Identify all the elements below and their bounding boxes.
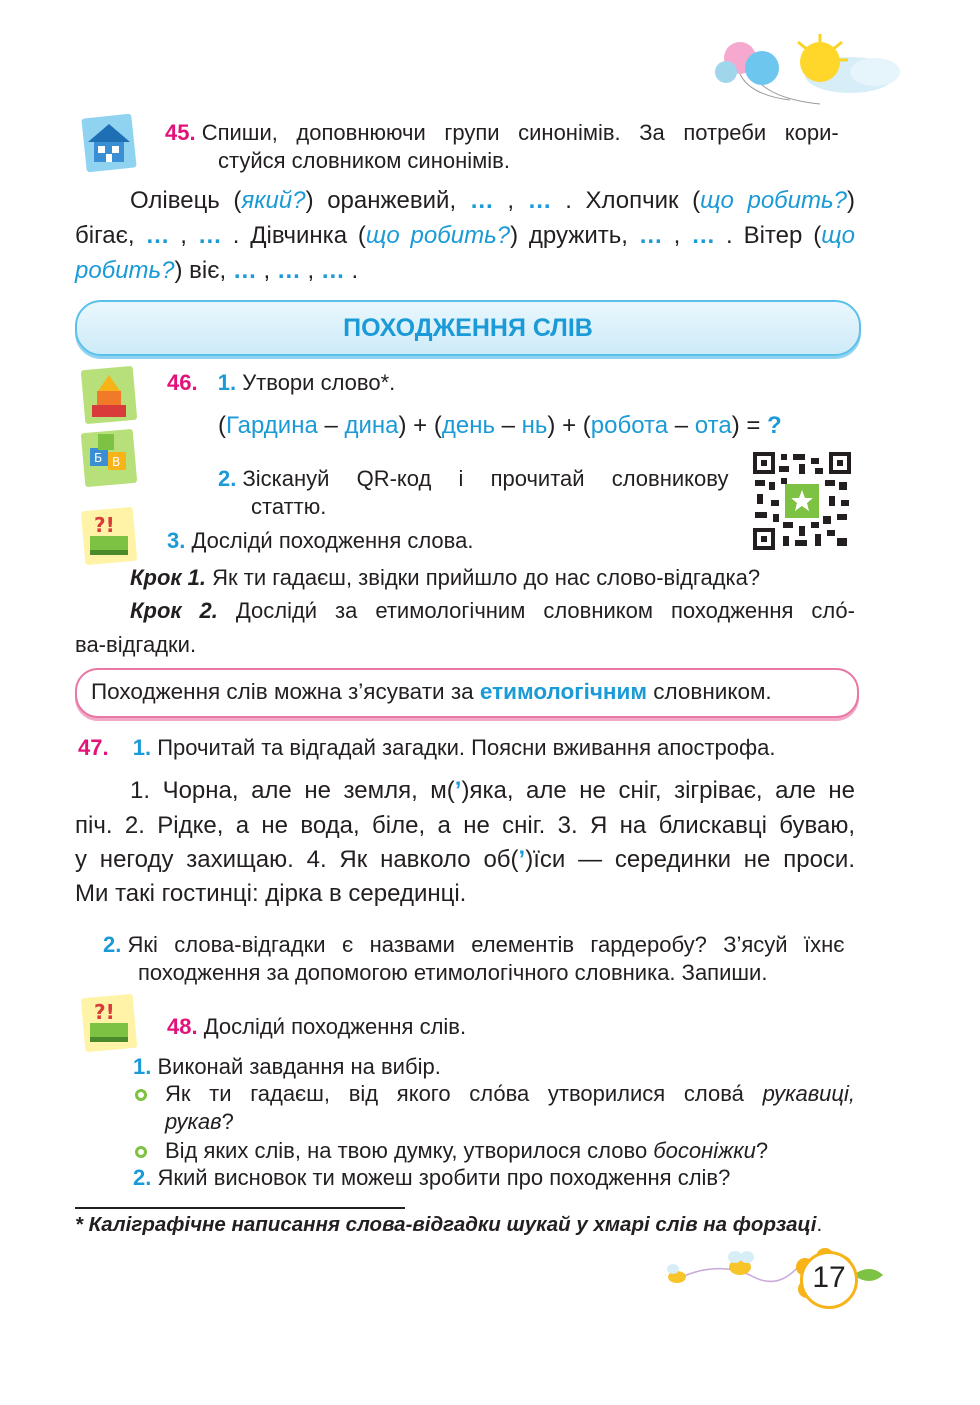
- exercise-45-instruction-text-1: Спиши, доповнюючи групи синонімів. За потреби кори-: [201, 120, 839, 145]
- svg-text:?!: ?!: [94, 513, 115, 537]
- text: Як ти гадаєш, від якого сло́ва утворилися слова́: [165, 1081, 763, 1106]
- text: .: [816, 1213, 823, 1236]
- text: . Дівчинка (: [221, 222, 366, 249]
- exercise-48-part-2: [133, 1165, 730, 1191]
- step-1: [130, 565, 760, 591]
- page-number: 17: [800, 1251, 858, 1309]
- blank-dots: …: [638, 222, 663, 249]
- exercise-47-number: 47.: [78, 735, 109, 760]
- question-book-icon: [80, 993, 138, 1053]
- bullet-2: [165, 1138, 768, 1164]
- exercise-46-part-3: [167, 528, 473, 554]
- apostrophe: ’: [518, 846, 526, 873]
- exercise-47-part-2-line-2: походження за допомогою етимологічного словника. Запиши.: [138, 960, 768, 985]
- part-text: Виконай завдання на вибір.: [157, 1054, 441, 1079]
- question-hint: що робить?: [700, 187, 847, 214]
- text: ,: [169, 222, 198, 249]
- part-number: 3.: [167, 528, 186, 553]
- text: ?: [755, 1138, 769, 1163]
- exercise-45-text-line-2: [75, 222, 855, 250]
- text: ) дружить,: [510, 222, 639, 249]
- bullet-icon: [135, 1089, 147, 1101]
- exercise-45-instruction-line-1: [165, 120, 855, 146]
- footnote-text: * Каліграфічне написання слова-відгадки шукай у хмарі слів на форзаці: [75, 1213, 817, 1236]
- exercise-45-text-line-3: [75, 257, 358, 285]
- rule-text: [91, 670, 772, 714]
- text: ,: [300, 257, 321, 284]
- text: ) + (: [398, 412, 442, 439]
- text: ?: [221, 1109, 234, 1134]
- question-hint: який?: [241, 187, 306, 214]
- part-number: 1.: [132, 735, 152, 760]
- part-text: Прочитай та відгадай загадки. Поясни вживання апострофа.: [157, 735, 776, 760]
- text: ) віє,: [174, 257, 233, 284]
- footnote: [75, 1213, 822, 1237]
- riddles-line-2: піч. 2. Рідке, а не вода, біле, а не сніг. 3. Я на блискавці буваю,: [75, 812, 855, 839]
- exercise-48-header: [167, 1014, 466, 1040]
- part-number: 2.: [218, 466, 237, 491]
- italic-word: рукавиці,: [762, 1081, 855, 1106]
- step-label: Крок 2.: [130, 598, 218, 623]
- text: –: [494, 412, 522, 439]
- riddles-line-3: [75, 846, 855, 874]
- blank-dots: …: [232, 257, 257, 284]
- text: . Хлопчик (: [551, 187, 701, 214]
- blank-dots: …: [276, 257, 301, 284]
- exercise-46-part-2-line-1: [218, 466, 738, 492]
- step-text: Досліди́ за етимологічним словником походження сло́-: [217, 598, 855, 623]
- exercise-47-part-2-line-1: [103, 932, 855, 958]
- formula-word: день: [441, 412, 495, 439]
- exercise-45-text-line-1: [130, 187, 855, 215]
- word-formula: [218, 412, 782, 440]
- blank-dots: …: [527, 187, 552, 214]
- exercise-48-number: 48.: [167, 1014, 198, 1039]
- exercise-45-number: 45.: [165, 120, 196, 145]
- part-number: 1.: [133, 1054, 152, 1079]
- bullet-1-line-2: [165, 1109, 234, 1135]
- house-icon: [80, 112, 138, 174]
- text: –: [668, 412, 695, 439]
- formula-word: Гардина: [226, 412, 318, 439]
- blank-dots: …: [469, 187, 494, 214]
- question-hint: що: [821, 222, 855, 249]
- apostrophe: ’: [454, 777, 462, 804]
- qr-code-image[interactable]: [753, 452, 851, 550]
- step-2-continuation: ва-відгадки.: [75, 632, 197, 657]
- text: ) оранжевий,: [305, 187, 470, 214]
- part-text: Утвори слово*.: [242, 370, 396, 395]
- question-hint: робить?: [75, 257, 175, 284]
- text: . Вітер (: [715, 222, 822, 249]
- question-hint: що робить?: [365, 222, 511, 249]
- footnote-divider: [75, 1207, 405, 1209]
- text: (: [218, 412, 226, 439]
- step-label: Крок 1.: [130, 565, 207, 590]
- italic-word: рукав: [165, 1109, 222, 1134]
- formula-word: нь: [521, 412, 548, 439]
- bullet-icon: [135, 1146, 147, 1158]
- formula-word: дина: [344, 412, 399, 439]
- part-text: Який висновок ти можеш зробити про походження слів?: [157, 1165, 731, 1190]
- text: у негоду захищаю. 4. Як навколо об(: [75, 846, 519, 873]
- text: –: [317, 412, 345, 439]
- step-text: Як ти гадаєш, звідки прийшло до нас слово-відгадка?: [206, 565, 761, 590]
- exercise-46-part-1: [167, 370, 395, 396]
- svg-text:В: В: [112, 455, 121, 469]
- text: словником.: [647, 679, 772, 704]
- balloons-sun-illustration: [690, 30, 905, 110]
- riddles-line-4: Ми такі гостинці: дірка в серединці.: [75, 880, 467, 907]
- text: )яка, але не сніг, зігріває, але не: [461, 777, 856, 804]
- text: )їси — серединки не проси.: [525, 846, 855, 873]
- exercise-47-part-1: [78, 735, 775, 761]
- text: 1. Чорна, але не земля, м(: [130, 777, 455, 804]
- exercise-46-number: 46.: [167, 370, 198, 395]
- exercise-45-instruction-line-2: стуйся словником синонімів.: [218, 148, 510, 173]
- part-text: Досліди́ походження слова.: [191, 528, 474, 553]
- blank-dots: …: [691, 222, 716, 249]
- step-2: [130, 598, 855, 624]
- bullet-1-line-1: [165, 1081, 855, 1107]
- text: бігає,: [75, 222, 146, 249]
- formula-question-mark: ?: [767, 412, 782, 439]
- text: .: [344, 257, 359, 284]
- part-number: 2.: [103, 932, 122, 957]
- highlighted-term: етимологічним: [479, 679, 647, 704]
- part-number: 1.: [217, 370, 237, 395]
- section-title-bar: [75, 300, 861, 356]
- exercise-text: Досліди́ походження слів.: [203, 1014, 467, 1039]
- text: ,: [256, 257, 277, 284]
- text: Олівець (: [130, 187, 242, 214]
- blank-dots: …: [320, 257, 345, 284]
- exercise-48-part-1: [133, 1054, 441, 1080]
- blank-dots: …: [197, 222, 222, 249]
- svg-text:Б: Б: [94, 451, 103, 465]
- text: Від яких слів, на твою думку, утворилося слово: [165, 1138, 654, 1163]
- riddles-line-1: [130, 777, 855, 805]
- part-text: Які слова-відгадки є назвами елементів гардеробу? З’ясуй їхнє: [127, 932, 845, 957]
- italic-word: босоніжки: [653, 1138, 756, 1163]
- text: ) + (: [547, 412, 591, 439]
- abc-cubes-icon: [80, 428, 138, 488]
- section-title: ПОХОДЖЕННЯ СЛІВ: [343, 314, 593, 342]
- question-book-icon: [80, 506, 138, 566]
- part-text: Зіскануй QR-код і прочитай словникову: [242, 466, 729, 491]
- text: ,: [493, 187, 528, 214]
- exercise-46-part-2-line-2: статтю.: [251, 494, 327, 519]
- blank-dots: …: [145, 222, 170, 249]
- formula-word: робота: [590, 412, 669, 439]
- text: Походження слів можна з’ясувати за: [91, 679, 480, 704]
- text: ,: [662, 222, 692, 249]
- text: ): [847, 187, 855, 214]
- blocks-icon: [80, 365, 138, 425]
- rule-box: [75, 668, 859, 718]
- svg-text:?!: ?!: [94, 1000, 115, 1024]
- text: ) =: [731, 412, 768, 439]
- part-number: 2.: [133, 1165, 152, 1190]
- formula-word: ота: [694, 412, 732, 439]
